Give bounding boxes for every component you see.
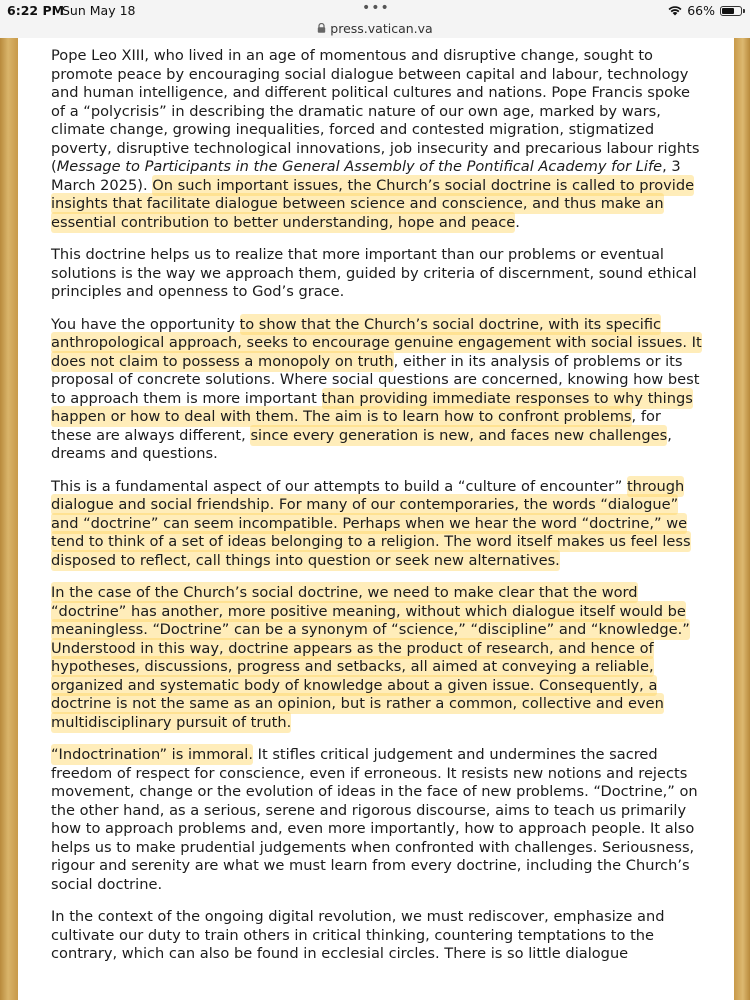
paragraph-7: In the context of the ongoing digital revolution, we must rediscover, emphasize and cultivate our duty to train others in critical thinking, countering temptations to the contrary, which can also be found in ecclesial circles. There is so little dialogue (51, 908, 665, 962)
paragraph-3-text-3: , for these are always different, (51, 408, 661, 444)
url-text[interactable]: press.vatican.va (330, 20, 433, 36)
highlight-social-doctrine-insights: On such important issues, the Church’s social doctrine is called to provide insights that facilitate dialogue between science and conscience, and thus make an essential contribution to better understanding, hope and peace (51, 176, 695, 231)
paragraph-1-text: Pope Leo XIII, who lived in an age of momentous and disruptive change, sought to promote peace by encouraging social dialogue between capital and labour, technology and human intelligence, and different political cultures and nations. Pope Francis spoke of a “polycrisis” in describing the dramatic nature of our own age, marked by wars, climate change, growing inequalities, forced and contested migration, stigmatized poverty, disruptive technological innovations, job insecurity and precarious labour rights ( (51, 47, 700, 175)
highlight-new-generation: since every generation is new, and faces new challenges (250, 426, 668, 444)
paragraph-3 (51, 316, 704, 464)
page-frame-left (0, 38, 18, 1000)
battery-percent: 66% (687, 3, 715, 18)
document-page (18, 38, 734, 1000)
highlight-dialogue-doctrine: through dialogue and social friendship. For many of our contemporaries, the words “dialogue” and “doctrine” can seem incompatible. Perhaps when we hear the word “doctrine,” we tend to think of a set of ideas belonging to a religion. The word itself makes us feel less disposed to reflect, call things into question or seek new alternatives. (51, 477, 691, 569)
paragraph-4 (51, 478, 704, 571)
paragraph-6 (51, 746, 704, 894)
wifi-icon (668, 5, 682, 16)
paragraph-5 (51, 584, 704, 732)
highlight-anthropological-approach: to show that the Church’s social doctrine, with its specific anthropological approach, seeks to encourage genuine engagement with social issues. It does not claim to possess a monopoly on truth (51, 315, 702, 370)
battery-cap (743, 9, 745, 13)
paragraph-6-text: It stifles critical judgement and undermines the sacred freedom of respect for conscience, even if erroneous. It resists new notions and rejects movement, change or the evolution of ideas in the face of new problems. “Doctrine,” on the other hand, as a serious, serene and rigorous discourse, aims to teach us primarily how to approach problems and, even more importantly, how to approach people. It also helps us to make prudential judgements when confronted with challenges. Seriousness, rigour and serenity are what we must learn from every doctrine, including the Church’s social doctrine. (51, 746, 698, 893)
status-indicators (668, 3, 742, 18)
address-bar[interactable] (0, 18, 750, 39)
multitasking-dots[interactable]: ••• (362, 0, 390, 16)
highlight-doctrine-meaning: In the case of the Church’s social doctrine, we need to make clear that the word “doctrine” has another, more positive meaning, without which dialogue itself would be meaningless. “Doctrine” can be a synonym of “science,” “discipline” and “knowledge.” Understood in this way, doctrine appears as the product of research, and hence of hypotheses, discussions, progress and setbacks, all aimed at conveying a reliable, organized and systematic body of knowledge about a given issue. Consequently, a doctrine is not the same as an opinion, but is rather a common, collective and even multidisciplinary pursuit of truth. (51, 584, 690, 731)
battery-fill (722, 8, 734, 14)
paragraph-4-text: This is a fundamental aspect of our attempts to build a “culture of encounter” (51, 477, 627, 495)
paragraph-1 (51, 47, 704, 232)
highlight-confront-problems: than providing immediate responses to why things happen or how to deal with them. The aim is to learn how to confront problems (51, 389, 693, 425)
status-date: Sun May 18 (62, 3, 136, 18)
status-time: 6:22 PM (7, 3, 65, 18)
paragraph-1-end: . (515, 213, 520, 231)
highlight-indoctrination: “Indoctrination” is immoral. (51, 746, 254, 763)
citation-date: , 3 March 2025). (51, 158, 681, 194)
paragraph-3-text: You have the opportunity (51, 315, 240, 333)
lock-icon (317, 23, 326, 33)
paragraph-3-text-2: , either in its analysis of problems or its proposal of concrete solutions. Where social questions are concerned, knowing how best to approach them is more important (51, 352, 700, 407)
page-frame-right (734, 38, 750, 1000)
paragraph-3-text-4: , dreams and questions. (51, 426, 672, 462)
battery-icon (720, 6, 742, 16)
paragraph-2: This doctrine helps us to realize that more important than our problems or eventual solutions is the way we approach them, guided by criteria of discernment, sound ethical principles and openness to God’s grace. (51, 246, 697, 300)
citation: Message to Participants in the General Assembly of the Pontifical Academy for Life (56, 158, 663, 175)
